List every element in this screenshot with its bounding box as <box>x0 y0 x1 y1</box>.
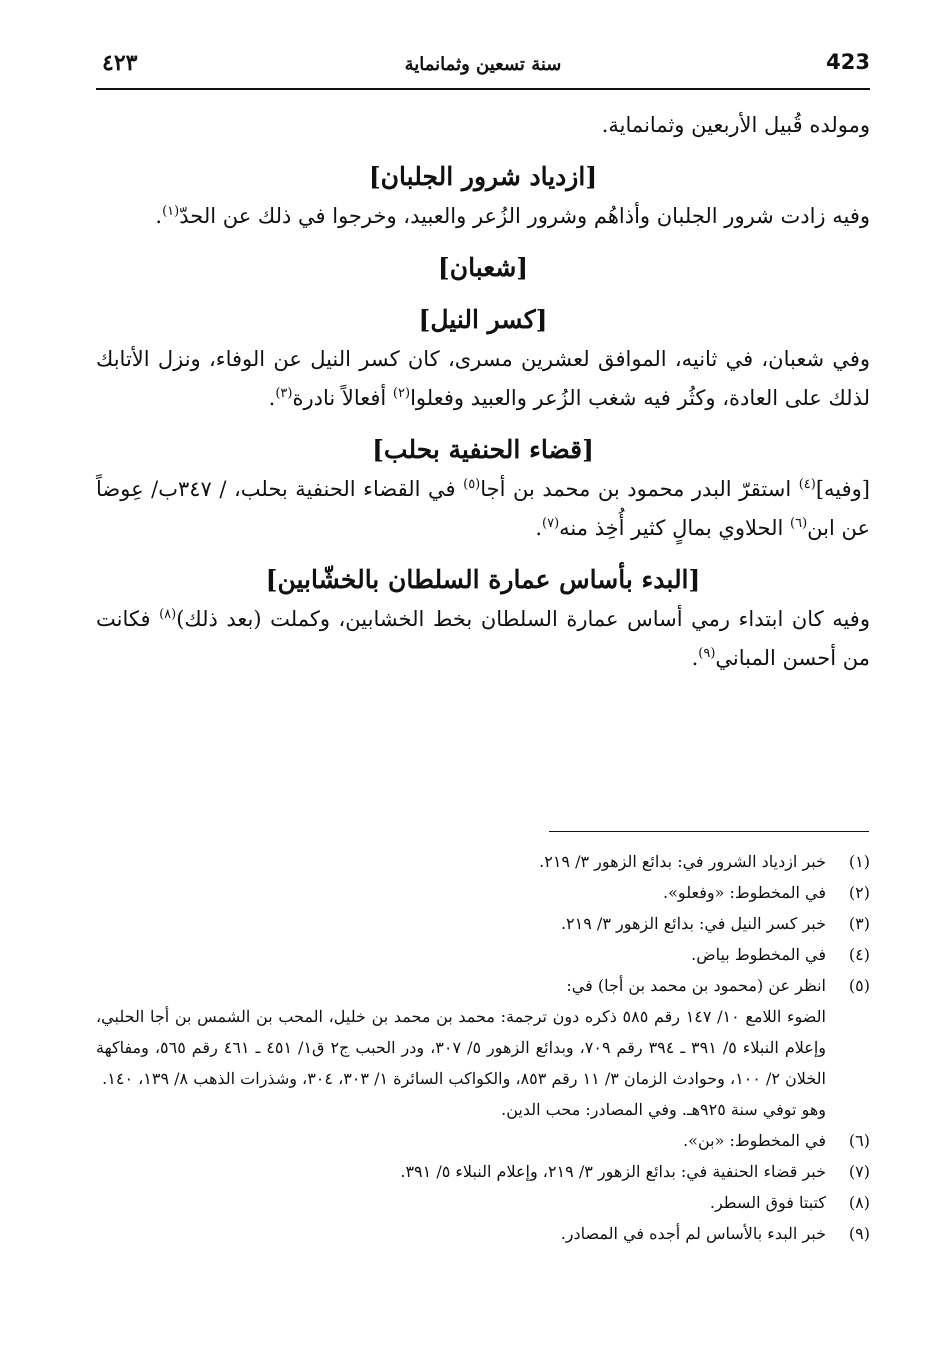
paragraph-hanafi-judgeship: [وفيه]$^{(٤)}$ استقرّ البدر محمود بن محمد بن أجا$^{(٥)}$ في القضاء الحنفية بحلب، / ٣٤٧ب/ عِوضاً عن ابن$^{(٦)}$ الحلاوي بمالٍ كثير أُخِذ منه$^{(٧)}$. <box>96 477 870 540</box>
section-heading-shaban: [شعبان] <box>437 253 529 282</box>
running-title: سنة تسعين وثمانماية <box>404 54 562 75</box>
footnote-5-sources: الضوء اللامع ١٠/ ١٤٧ رقم ٥٨٥ ذكره دون ترجمة: محمد بن محمد بن خليل، المحب بن الشمس بن أجا الحلبي، وإعلام النبلاء ٥/ ٣٩١ ـ ٣٩٤ رقم ٧٠٩، وبدائع الزهور ٥/ ٣٠٧، ودر الحبب ج٢ ق١/ ٤٥١ ـ ٤٦١ رقم ٥٦٥، ومفاكهة الخلان ٢/ ١٠٠، وحوادث الزمان ٣/ ١١ رقم ٨٥٣، والكواكب السائرة ١/ ٣٠٣، ٣٠٤، وشذرات الذهب ٨/ ١٣٩، ١٤٠. <box>96 1007 827 1088</box>
footnote-ref-9[interactable]: (٩) <box>698 646 716 661</box>
footnote-ref-3[interactable]: (٣) <box>275 386 293 401</box>
footnote-ref-8[interactable]: (٨) <box>159 607 177 622</box>
section-heading-building: [البدء بأساس عمارة السلطان بالخشّابين] <box>265 565 701 594</box>
page-header <box>96 44 870 84</box>
footnote-3: (٣) خبر كسر النيل في: بدائع الزهور ٣/ ٢١٩. <box>560 914 870 933</box>
footnote-9: (٩) خبر البدء بالأساس لم أجده في المصادر. <box>560 1224 870 1243</box>
footnote-5-death-note: وهو توفي سنة ٩٢٥هـ. وفي المصادر: محب الدين. <box>501 1100 826 1119</box>
footnote-4: (٤) في المخطوط بياض. <box>691 945 870 964</box>
footnote-separator <box>549 831 869 832</box>
footnote-1: (١) خبر ازدياد الشرور في: بدائع الزهور ٣/ ٢١٩. <box>539 852 870 871</box>
footnotes <box>96 846 870 1249</box>
footnote-7: (٧) خبر قضاء الحنفية في: بدائع الزهور ٣/ ٢١٩، وإعلام النبلاء ٥/ ٣٩١. <box>400 1162 870 1181</box>
section-heading-hanafi-judgeship: [قضاء الحنفية بحلب] <box>372 435 594 464</box>
section-heading-jalban: [ازدياد شرور الجلبان] <box>368 162 598 191</box>
page-number-arabic: ٤٢٣ <box>102 50 138 76</box>
footnote-ref-2[interactable]: (٢) <box>392 386 411 401</box>
footnote-ref-6[interactable]: (٦) <box>790 516 808 531</box>
paragraph-jalban: وفيه زادت شرور الجلبان وأذاهُم وشرور الزُعر والعبيد، وخرجوا في ذلك عن الحدّ$^{(١)}$. <box>155 204 870 228</box>
main-text <box>96 106 870 678</box>
page-number-latin: 423 <box>826 50 870 74</box>
footnote-ref-4[interactable]: (٤) <box>798 477 816 492</box>
footnote-6: (٦) في المخطوط: «بن». <box>683 1131 870 1150</box>
footnote-ref-1[interactable]: (١) <box>162 204 180 219</box>
footnote-ref-7[interactable]: (٧) <box>542 516 560 531</box>
paragraph-nile: وفي شعبان، في ثانيه، الموافق لعشرين مسرى، كان كسر النيل عن الوفاء، ونزل الأتابك لذلك على العادة، وكثُر فيه شغب الزُعر والعبيد وفعلوا$^{(٢)}$ أفعالاً نادرة$^{(٣)}$. <box>96 347 870 410</box>
footnote-2: (٢) في المخطوط: «وفعلو». <box>663 883 870 902</box>
footnote-5: (٥) انظر عن (محمود بن محمد بن أجا) في: <box>566 976 870 995</box>
opening-line: ومولده قُبيل الأربعين وثمانماية. <box>601 113 870 137</box>
footnote-ref-5[interactable]: (٥) <box>463 477 481 492</box>
header-rule <box>96 88 870 90</box>
paragraph-building: وفيه كان ابتداء رمي أساس عمارة السلطان بخط الخشابين، وكملت (بعد ذلك)$^{(٨)}$ فكانت من أحسن المباني$^{(٩)}$. <box>96 607 870 670</box>
section-heading-nile: [كسر النيل] <box>418 305 548 334</box>
footnote-8: (٨) كتبتا فوق السطر. <box>709 1193 870 1212</box>
